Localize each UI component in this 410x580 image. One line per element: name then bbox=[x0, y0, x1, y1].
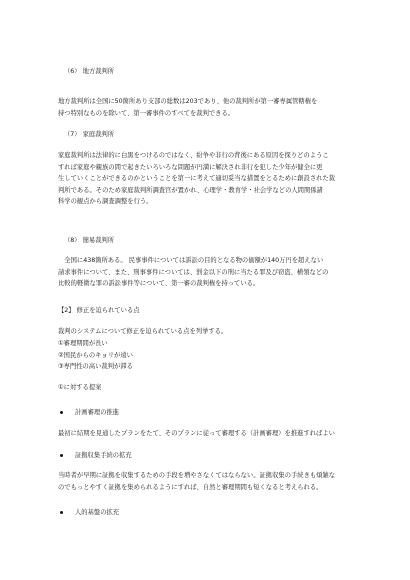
paragraph-summary-court bbox=[58, 255, 356, 290]
text-line: のでもっとやすく証拠を集められるようにすれば、自然と審理期間も短くなると考えられる。 bbox=[58, 483, 323, 491]
list-item: ③専門性の高い裁判が滞る bbox=[58, 363, 133, 371]
text-line: 科学の観点から調査調整を行う。 bbox=[58, 198, 153, 206]
bullet-item bbox=[60, 451, 132, 461]
reforms-intro: 裁判のシステムについて修正を迫られている点を列挙する。 bbox=[58, 328, 228, 335]
bullet-title: 証拠収集手続の拡充 bbox=[75, 452, 132, 459]
text-line: 当時者が早期に証拠を収集するための手段を増やさなくてはならない。証拠収集の手続きも煩雑な bbox=[58, 472, 336, 479]
proposal-heading: ①に対する提案 bbox=[58, 384, 102, 391]
list-item: ②国民からのキョリが遠い bbox=[58, 351, 133, 359]
text-line: 家庭裁判所は法律的に白黒をつけるのではなく、紛争や非行の背後にある原因を探りどのようこ bbox=[58, 152, 329, 159]
bullet-text: 最初に結期を見通したプランをたて、そのプランに従って審理する（計画審理）を推進すればよい bbox=[58, 430, 335, 437]
reform-list bbox=[58, 338, 356, 373]
bullet-icon bbox=[60, 411, 63, 414]
text-line: 生していくことができるのかということを第一に考えて適切妥当な措置をとるために創設された裁 bbox=[58, 175, 336, 183]
paragraph-district-court bbox=[58, 96, 356, 119]
list-item: ①審理期間が長い bbox=[58, 340, 108, 347]
bullet-title: 計画審理の推進 bbox=[75, 409, 120, 416]
bullet-item bbox=[60, 408, 119, 418]
text-line: 請求事件について、また、刑事事件については、罰金以下の刑に当たる罪及び窃盗、横領などの bbox=[58, 268, 329, 276]
text-line: 判所である。そのため家庭裁判所調査官が置かれ、心理学・教育学・社会学などの人間関係諸 bbox=[58, 186, 323, 194]
bullet-paragraph bbox=[58, 470, 356, 493]
bullet-item bbox=[60, 508, 119, 518]
text-line: 持つ特別なものを除いて、第一審事件のすべてを裁判できる。 bbox=[58, 109, 235, 117]
text-line: すれば家庭や親族の間で起きたいろいろな問題が円満に解決され非行を犯した少年が健全に更 bbox=[58, 163, 323, 171]
bullet-icon bbox=[60, 454, 63, 457]
text-line: 全国に438箇所ある。 民事事件については訴訟の目的となる物の価額が140万円を超えない bbox=[58, 257, 324, 264]
paragraph-family-court bbox=[58, 150, 356, 208]
section-heading-reforms: 【2】 修正を迫られている点 bbox=[58, 307, 140, 314]
bullet-title: 人的基盤の拡充 bbox=[75, 509, 120, 516]
text-line: 比較的軽微な罪の訴訟事件等について、第一審の裁判権を持っている。 bbox=[58, 280, 260, 288]
section-heading-family-court: （7） 家庭裁判所 bbox=[64, 131, 115, 138]
section-heading-summary-court: （8） 簡易裁判所 bbox=[64, 237, 115, 244]
section-heading-district-court: （6） 地方裁判所 bbox=[64, 68, 115, 75]
text-line: 地方裁判所は全国に50箇所あり支部の総数は203であり、他の裁判所が第一審専属管轄権を bbox=[58, 98, 318, 105]
bullet-icon bbox=[60, 511, 63, 514]
